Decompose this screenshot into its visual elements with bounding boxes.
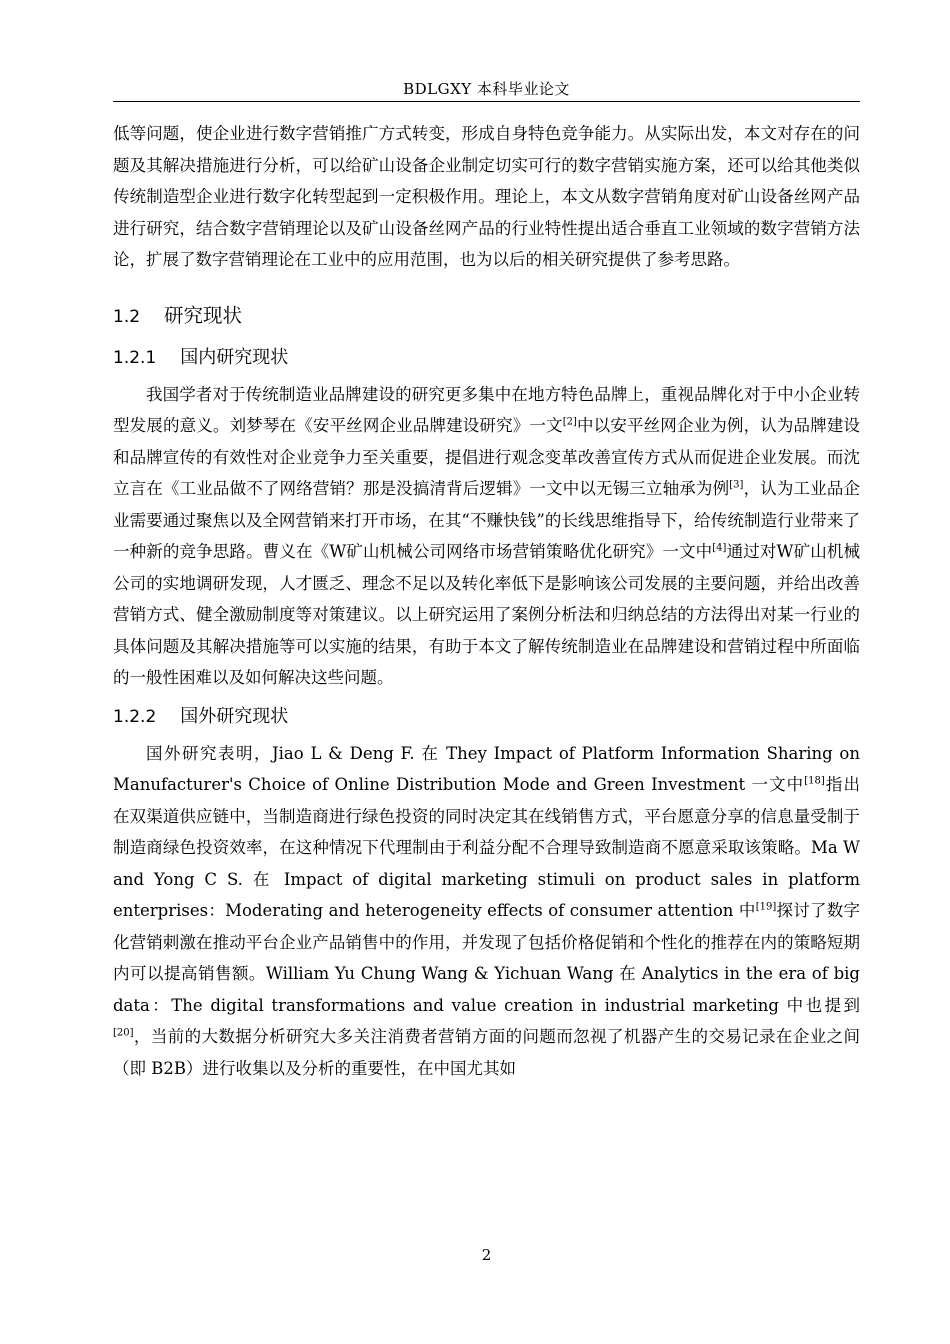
text-run: 指出在双渠道供应链中，当制造商进行绿色投资的同时决定其在线销售方式，平台愿意分享的信息量受制于制造商绿色投资效率，在这种情况下代理制由于利益分配不合理导致制造商不愿意采取该策略。Ma W and Yong C S. 在 Impact of digital marketing stimuli on product sales in platform enterprises：Moderating and heterogeneity effects of consumer attention 中 bbox=[113, 775, 860, 920]
text-run: ，当前的大数据分析研究大多关注消费者营销方面的问题而忽视了机器产生的交易记录在企业之间（即 B2B）进行收集以及分析的重要性，在中国尤其如 bbox=[113, 1027, 860, 1078]
text-run: 我国学者对于传统制造业品牌建设的研究更多集中在地方特色品牌上，重视品牌化对于中小企业转型发展的意义。刘梦琴在《安平丝网企业品牌建设研究》一文 bbox=[113, 384, 860, 435]
page-number: 2 bbox=[481, 1246, 492, 1264]
subsection-number: 1.2.2 bbox=[113, 706, 157, 727]
domestic-research-paragraph bbox=[113, 379, 860, 694]
section-number: 1.2 bbox=[113, 306, 141, 327]
citation: [20] bbox=[113, 1027, 134, 1039]
header-rule bbox=[113, 101, 860, 102]
text-run: 中以安平丝网企业为例，认为品牌建设和品牌宣传的有效性对企业竞争力至关重要，提倡进行观念变革改善宣传方式从而促进企业发展。而沈立言在《工业品做不了网络营销？那是没搞清背后逻辑》一文中以无锡三立轴承为例 bbox=[113, 416, 861, 498]
text-run: 探讨了数字化营销刺激在推动平台企业产品销售中的作用，并发现了包括价格促销和个性化的推荐在内的策略短期内可以提高销售额。William Yu Chung Wang & Yichuan Wang 在 Analytics in the era of big data：The digital transformations and value creation in industrial marketing 中也提到 bbox=[113, 901, 861, 1015]
running-header: BDLGXY 本科毕业论文 bbox=[403, 80, 570, 98]
intro-paragraph: 低等问题，使企业进行数字营销推广方式转变，形成自身特色竞争能力。从实际出发，本文对存在的问题及其解决措施进行分析，可以给矿山设备企业制定切实可行的数字营销实施方案，还可以给其他类似传统制造型企业进行数字化转型起到一定积极作用。理论上，本文从数字营销角度对矿山设备丝网产品进行研究，结合数字营销理论以及矿山设备丝网产品的行业特性提出适合垂直工业领域的数字营销方法论，扩展了数字营销理论在工业中的应用范围，也为以后的相关研究提供了参考思路。 bbox=[113, 124, 860, 269]
subsection-title: 国外研究现状 bbox=[180, 705, 289, 727]
subsection-title: 国内研究现状 bbox=[180, 346, 289, 368]
page-body bbox=[113, 118, 860, 1084]
citation: [4] bbox=[712, 542, 727, 554]
text-run: 通过对W矿山机械公司的实地调研发现，人才匮乏、理念不足以及转化率低下是影响该公司发展的主要问题，并给出改善营销方式、健全激励制度等对策建议。以上研究运用了案例分析法和归纳总结的方法得出对某一行业的具体问题及其解决措施等可以实施的结果，有助于本文了解传统制造业在品牌建设和营销过程中所面临的一般性困难以及如何解决这些问题。 bbox=[113, 542, 860, 687]
section-title: 研究现状 bbox=[164, 303, 243, 327]
text-run: ，认为工业品企业需要通过聚焦以及全网营销来打开市场，在其“不赚快钱”的长线思维指导下，给传统制造行业带来了一种新的竞争思路。曹义在《W矿山机械公司网络市场营销策略优化研究》一文中 bbox=[113, 479, 861, 561]
text-run: 国外研究表明，Jiao L & Deng F. 在 They Impact of Platform Information Sharing on Manufacturer's Choice of Online Distribution Mode and Green Investment 一文中 bbox=[113, 743, 860, 794]
subsection-heading-1-2-2 bbox=[113, 704, 860, 730]
foreign-research-paragraph bbox=[113, 738, 860, 1085]
subsection-heading-1-2-1 bbox=[113, 345, 860, 371]
subsection-number: 1.2.1 bbox=[113, 347, 157, 368]
citation: [19] bbox=[755, 901, 777, 913]
citation: [18] bbox=[804, 775, 825, 787]
citation: [3] bbox=[729, 479, 744, 491]
section-heading-1-2 bbox=[113, 302, 860, 331]
citation: [2] bbox=[562, 416, 577, 428]
